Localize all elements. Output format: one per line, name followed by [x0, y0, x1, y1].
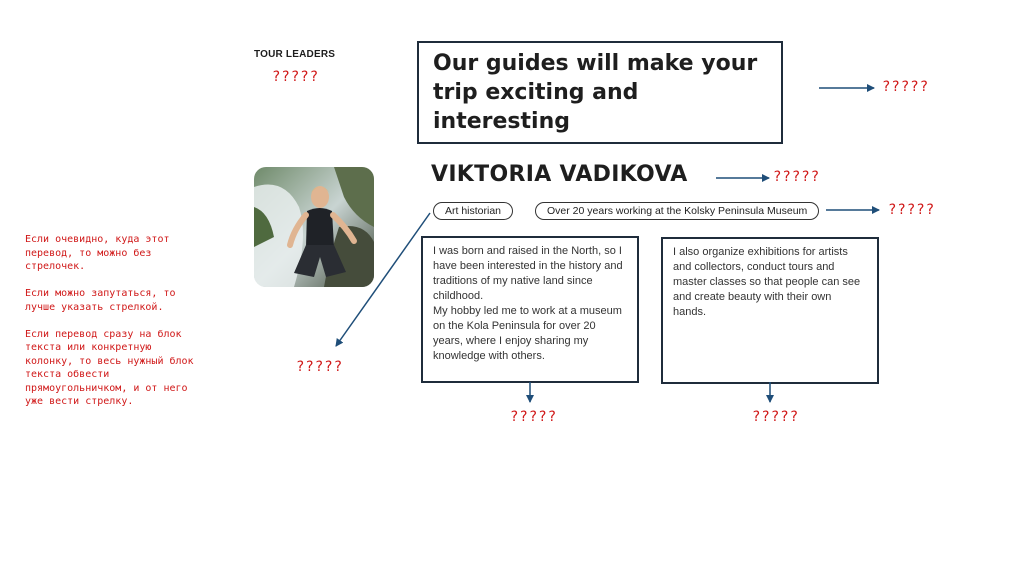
section-label: TOUR LEADERS — [254, 49, 336, 60]
headline: Our guides will make your trip exciting and interesting — [433, 51, 758, 134]
placeholder-bio-left: ????? — [510, 409, 558, 425]
placeholder-section-label: ????? — [272, 69, 320, 85]
arrow-art-historian — [336, 213, 430, 346]
tag-art-historian: Art historian — [433, 202, 513, 220]
placeholder-photo: ????? — [296, 359, 344, 375]
bio-left-text: I was born and raised in the North, so I have been interested in the history and traditions of my native land since childhood. My hobby led me to work at a museum on the Kola Peninsula for over 20 years, where I enjoy sharing my knowledge with others. — [433, 245, 623, 362]
translator-note: Если очевидно, куда этот перевод, то можно без стрелочек. Если можно запутаться, то лучше указать стрелкой. Если перевод сразу на блок текста или конкретную колонку, то весь нужный блок текста обвести прямоугольничком, и от него уже вести стрелку. — [25, 234, 194, 407]
placeholder-headline: ????? — [882, 79, 930, 95]
placeholder-bio-right: ????? — [752, 409, 800, 425]
placeholder-name: ????? — [773, 169, 821, 185]
placeholder-tags: ????? — [888, 202, 936, 218]
bio-right-text: I also organize exhibitions for artists and collectors, conduct tours and master classes so that people can see and create beauty with their own hands. — [673, 246, 861, 318]
guide-name: VIKTORIA VADIKOVA — [431, 162, 688, 187]
tag-experience: Over 20 years working at the Kolsky Peninsula Museum — [535, 202, 819, 220]
